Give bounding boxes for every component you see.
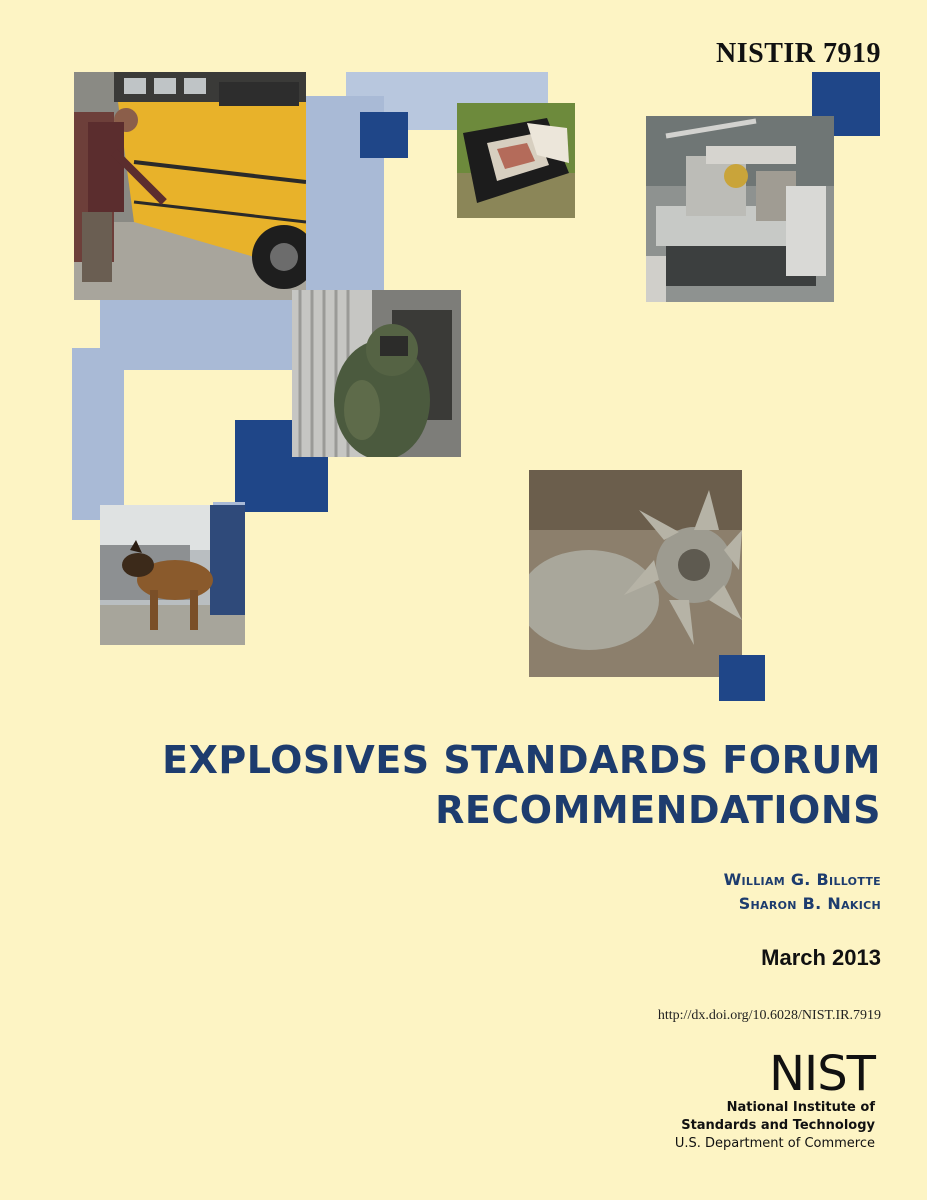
- decorative-block: [100, 292, 300, 370]
- document-title: [162, 735, 881, 835]
- title-line-2: RECOMMENDATIONS: [435, 788, 881, 832]
- robot-photo: [646, 116, 834, 302]
- decorative-block: [360, 112, 408, 158]
- publication-date: March 2013: [761, 945, 881, 970]
- publisher-line-1: National Institute of: [726, 1100, 875, 1115]
- title-line-1: EXPLOSIVES STANDARDS FORUM: [162, 738, 881, 782]
- publisher-line-3: U.S. Department of Commerce: [674, 1136, 875, 1151]
- decorative-block: [719, 655, 765, 701]
- author-1: William G. Billotte: [723, 870, 881, 889]
- nist-logo: NIST: [769, 1046, 875, 1102]
- mortar-round-photo: [529, 470, 742, 677]
- decorative-block: [72, 348, 124, 520]
- suitcase-photo: [457, 103, 575, 218]
- doi-link[interactable]: http://dx.doi.org/10.6028/NIST.IR.7919: [657, 1008, 881, 1023]
- author-2: Sharon B. Nakich: [738, 894, 881, 913]
- detection-dog-photo: [100, 505, 245, 645]
- report-number: NISTIR 7919: [716, 38, 881, 69]
- school-bus-inspection-photo: [74, 72, 306, 300]
- bomb-suit-technician-photo: [292, 290, 461, 457]
- publisher-line-2: Standards and Technology: [681, 1118, 875, 1133]
